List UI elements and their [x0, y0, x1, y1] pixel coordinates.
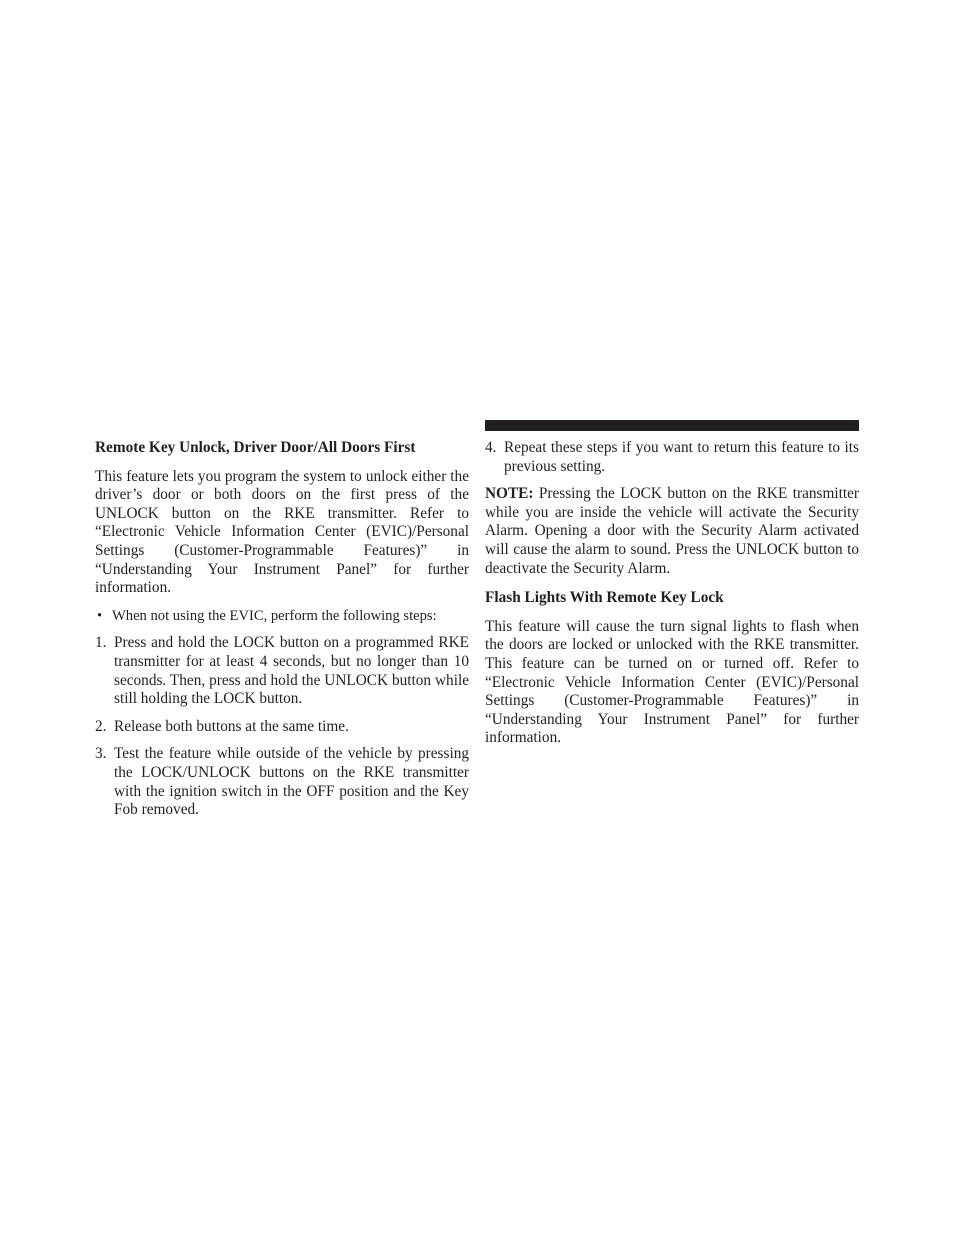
- step-number: 4.: [485, 439, 497, 456]
- right-column: [485, 437, 859, 748]
- intro-paragraph: This feature lets you program the system to unlock either the driver’s door or both doors on the first press of the UNLOCK button on the RKE transmitter. Refer to “Electronic Vehicle Information Center (EVIC)/Personal Settings (Customer-Programmable Features)” in “Understanding Your Instrument Panel” for further information.: [95, 467, 469, 597]
- step-2: [95, 718, 469, 737]
- flash-lights-paragraph: This feature will cause the turn signal lights to flash when the doors are locked or unlocked with the RKE transmitter. This feature can be turned on or turned off. Refer to “Electronic Vehicle Information Center (EVIC)/Personal Settings (Customer-Programmable Features)” in “Understanding Your Instrument Panel” for further information.: [485, 617, 859, 747]
- step-number: 1.: [95, 634, 107, 652]
- step-3: [95, 745, 469, 819]
- section-rule: [485, 420, 859, 431]
- bullet-item: [95, 607, 469, 626]
- section-heading-flash-lights: Flash Lights With Remote Key Lock: [485, 589, 724, 607]
- step-number: 2.: [95, 717, 107, 735]
- note-text: Pressing the LOCK button on the RKE transmitter while you are inside the vehicle will activate the Security Alarm. Opening a door with the Security Alarm activated will cause the alarm to sound. Press the UNLOCK button to deactivate the Security Alarm.: [485, 485, 859, 577]
- bullet-text: When not using the EVIC, perform the following steps:: [112, 607, 437, 624]
- step-text: Test the feature while outside of the vehicle by pressing the LOCK/UNLOCK buttons on the RKE transmitter with the ignition switch in the OFF position and the Key Fob removed.: [114, 745, 469, 819]
- step-number: 3.: [95, 745, 107, 763]
- step-text: Release both buttons at the same time.: [114, 717, 349, 735]
- section-heading-remote-key-unlock: Remote Key Unlock, Driver Door/All Doors First: [95, 439, 416, 456]
- step-4: [485, 437, 859, 476]
- left-column: [95, 437, 469, 820]
- note-label: NOTE:: [485, 485, 534, 503]
- note-paragraph: [485, 485, 859, 578]
- step-1: [95, 634, 469, 708]
- step-text: Repeat these steps if you want to return this feature to its previous setting.: [504, 439, 859, 475]
- bullet-icon: •: [97, 607, 103, 624]
- step-text: Press and hold the LOCK button on a programmed RKE transmitter for at least 4 seconds, but no longer than 10 seconds. Then, press and hold the UNLOCK button while still holding the LOCK button.: [114, 634, 469, 708]
